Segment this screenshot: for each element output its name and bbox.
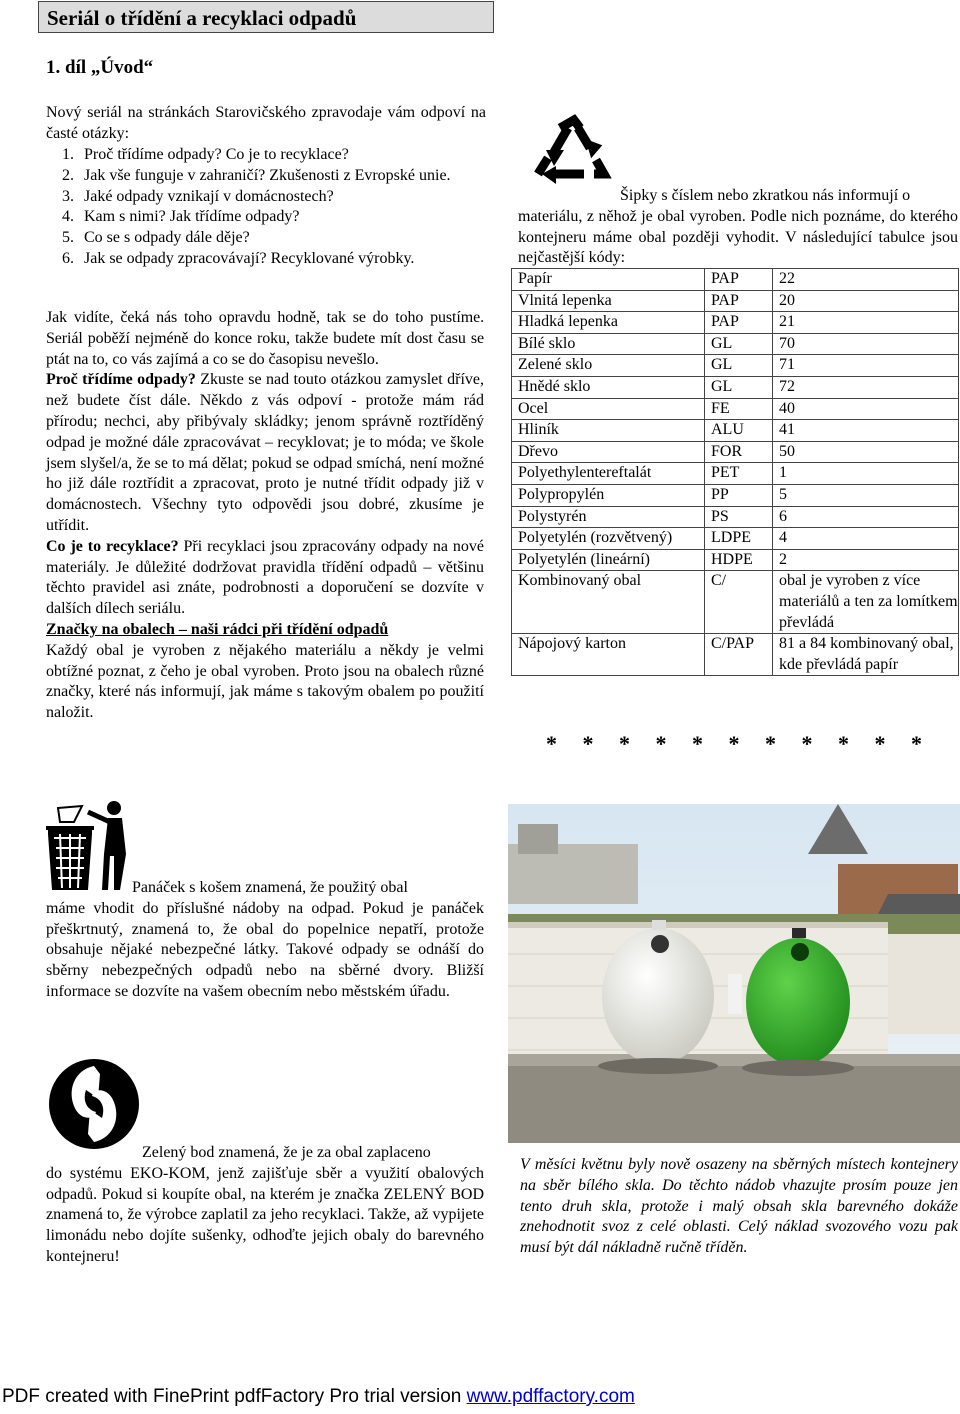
- green-dot-icon: [48, 1058, 140, 1150]
- table-row: [512, 571, 959, 634]
- table-cell: PS: [705, 506, 773, 528]
- table-cell: 21: [773, 312, 959, 334]
- article-body: [46, 308, 484, 724]
- table-cell: Bílé sklo: [512, 333, 705, 355]
- list-item: 4. Kam s nimi? Jak třídíme odpady?: [62, 208, 300, 226]
- list-item: 6. Jak se odpady zpracovávají? Recyklované výrobky.: [62, 249, 415, 267]
- section-heading: Značky na obalech – naši rádci při třídění odpadů: [46, 620, 389, 638]
- photo-caption: V měsíci květnu byly nově osazeny na sběrných místech kontejnery na sběr bílého skla. Do těchto nádob vhazujte prosím pouze jen tento druh skla, protože i malý obsah skla barevného dokáže znehodnotit svoz z celé oblasti. Celý náklad svozového vozu pak musí být dál nákladně ručně tříděn.: [520, 1156, 958, 1257]
- table-row: [512, 333, 959, 355]
- table-cell: GL: [705, 355, 773, 377]
- table-cell: 2: [773, 549, 959, 571]
- table-cell: Ocel: [512, 398, 705, 420]
- table-cell: Papír: [512, 269, 705, 291]
- table-row: [512, 398, 959, 420]
- table-cell: PAP: [705, 269, 773, 291]
- title-box: [38, 1, 494, 33]
- table-cell: FE: [705, 398, 773, 420]
- table-cell: PET: [705, 463, 773, 485]
- list-item: 3. Jaké odpady vznikají v domácnostech?: [62, 187, 334, 205]
- table-cell: ALU: [705, 420, 773, 442]
- table-cell: 20: [773, 290, 959, 312]
- table-cell: Nápojový karton: [512, 634, 705, 676]
- table-cell: Hliník: [512, 420, 705, 442]
- table-cell: Zelené sklo: [512, 355, 705, 377]
- table-cell: 22: [773, 269, 959, 291]
- page-title: Seriál o třídění a recyklaci odpadů: [47, 6, 357, 30]
- table-row: [512, 528, 959, 550]
- table-row: [512, 441, 959, 463]
- table-cell: 4: [773, 528, 959, 550]
- table-cell: Hnědé sklo: [512, 376, 705, 398]
- table-row: [512, 463, 959, 485]
- table-cell: Hladká lepenka: [512, 312, 705, 334]
- table-cell: C/: [705, 571, 773, 634]
- table-cell: Polypropylén: [512, 484, 705, 506]
- table-cell: Kombinovaný obal: [512, 571, 705, 634]
- table-row: [512, 312, 959, 334]
- table-cell: GL: [705, 376, 773, 398]
- table-row: [512, 484, 959, 506]
- table-cell: obal je vyroben z více materiálů a ten za lomítkem převládá: [773, 571, 959, 634]
- table-cell: 70: [773, 333, 959, 355]
- table-cell: 5: [773, 484, 959, 506]
- table-row: [512, 290, 959, 312]
- question-list: [46, 145, 486, 270]
- table-cell: Polystyrén: [512, 506, 705, 528]
- table-cell: PP: [705, 484, 773, 506]
- table-cell: Polyethylentereftalát: [512, 463, 705, 485]
- codes-table: [511, 268, 959, 676]
- recycle-arrows-icon: [524, 112, 616, 192]
- stars-divider: * * * * * * * * * * *: [546, 731, 923, 756]
- containers-photo: [508, 804, 960, 1143]
- list-item: 5. Co se s odpady dále děje?: [62, 229, 250, 247]
- pdf-footer: [2, 1385, 635, 1409]
- paragraph: Proč třídíme odpady? Zkuste se nad touto otázkou zamyslet dříve, než budete číst dále. Někdo z vás odpoví - protože mám rád přírodu; nechci, aby přibývaly skládky; jenom správně roztříděný odpad je možné dále zpracovávat – recyklovat; je to móda; ve škole jsem slyšel/a, že se to má dělat; pokud se odpad smíchá, není možné ho již dále roztřídit a zpracovat, proto je nutné třídit odpady již v domácnostech. Všechny tyto odpovědi jsou dobré, zkusíme je utřídit.: [46, 371, 484, 534]
- list-item: 2. Jak vše funguje v zahraničí? Zkušenosti z Evropské unie.: [62, 166, 451, 184]
- table-row: [512, 634, 959, 676]
- table-cell: 6: [773, 506, 959, 528]
- footer-text: PDF created with FinePrint pdfFactory Pro trial version: [2, 1386, 467, 1407]
- table-row: [512, 549, 959, 571]
- paragraph: Každý obal je vyroben z nějakého materiálu a někdy je velmi obtížné poznat, z čeho je obal vyroben. Proto jsou na obalech různé značky, které nás informují, jak máme s takovým obalem po použití naložit.: [46, 641, 484, 722]
- table-row: [512, 355, 959, 377]
- green-dot-text: Zelený bod znamená, že je za obal zaplaceno do systému EKO-KOM, jenž zajišťuje sběr a využití obalových odpadů. Pokud si koupíte obal, na kterém je značka ZELENÝ BOD znamená to, že výrobce zaplatil za jeho recyklaci. Takže, až vypijete limonádu nebo dojíte sušenky, odhoďte jejich obaly do barevného kontejneru!: [46, 1144, 484, 1265]
- table-cell: 81 a 84 kombinovaný obal, kde převládá papír: [773, 634, 959, 676]
- list-item: 1. Proč třídíme odpady? Co je to recyklace?: [62, 146, 349, 163]
- table-row: [512, 506, 959, 528]
- table-cell: LDPE: [705, 528, 773, 550]
- table-cell: PAP: [705, 312, 773, 334]
- table-cell: 40: [773, 398, 959, 420]
- table-cell: 72: [773, 376, 959, 398]
- paragraph: Co je to recyklace? Při recyklaci jsou zpracovány odpady na nové materiály. Je důležité dodržovat pravidla třídění odpadů – většinu těchto pravidel asi znáte, podrobnosti a doporučení se dozvíte v dalších dílech seriálu.: [46, 537, 484, 618]
- table-cell: 50: [773, 441, 959, 463]
- table-cell: C/PAP: [705, 634, 773, 676]
- table-row: [512, 376, 959, 398]
- table-cell: Polyetylén (rozvětvený): [512, 528, 705, 550]
- table-cell: Vlnitá lepenka: [512, 290, 705, 312]
- paragraph: Jak vidíte, čeká nás toho opravdu hodně, tak se do toho pustíme. Seriál poběží nejméně do konce roku, takže budete mít dost času se ptát na to, co vás zajímá a co se do časopisu nevešlo.: [46, 309, 484, 368]
- intro-text: Nový seriál na stránkách Starovičského zpravodaje vám odpoví na časté otázky:: [46, 104, 486, 142]
- table-row: [512, 420, 959, 442]
- table-cell: 1: [773, 463, 959, 485]
- arrows-text: Šipky s číslem nebo zkratkou nás informují o materiálu, z něhož je obal vyroben. Podle nich poznáme, do kterého kontejneru máme obal později vyhodit. V následující tabulce jsou nejčastější kódy:: [518, 187, 958, 267]
- panacek-text: Panáček s košem znamená, že použitý obal máme vhodit do příslušné nádoby na odpad. Pokud je panáček přeškrtnutý, znamená to, že obal do popelnice nepatří, protože obsahuje nějaké nebezpečné látky. Takové odpady se odnáší do sběrny nebezpečných odpadů nebo na sběrné dvory. Bližší informace se dozvíte na vašem obecním nebo městském úřadu.: [46, 879, 484, 1000]
- table-cell: Dřevo: [512, 441, 705, 463]
- footer-link[interactable]: www.pdffactory.com: [466, 1386, 635, 1407]
- part-heading: 1. díl „Úvod“: [46, 57, 154, 78]
- table-cell: 71: [773, 355, 959, 377]
- table-row: [512, 269, 959, 291]
- table-cell: FOR: [705, 441, 773, 463]
- table-cell: PAP: [705, 290, 773, 312]
- table-cell: HDPE: [705, 549, 773, 571]
- table-cell: Polyetylén (lineární): [512, 549, 705, 571]
- table-cell: GL: [705, 333, 773, 355]
- table-cell: 41: [773, 420, 959, 442]
